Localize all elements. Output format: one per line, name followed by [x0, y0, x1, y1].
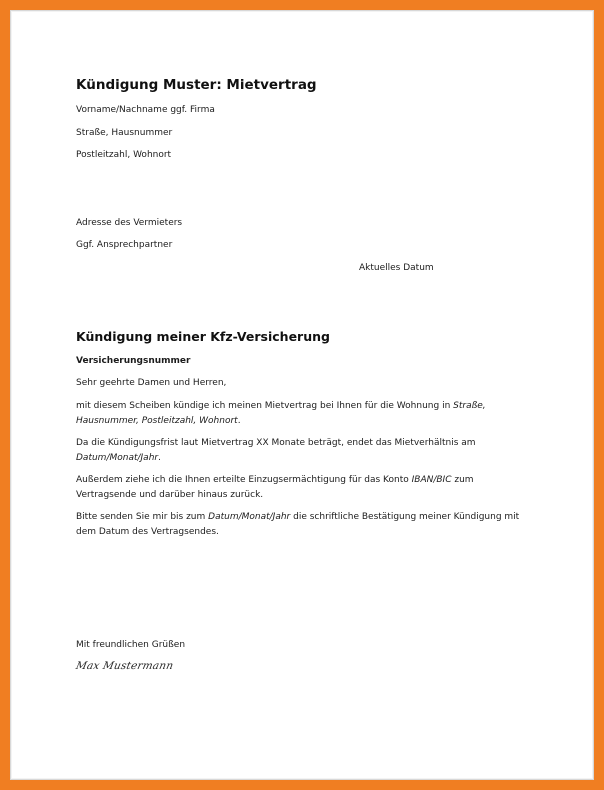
- closing: Mit freundlichen Grüßen: [76, 640, 186, 650]
- paragraph-confirmation-text: Bitte senden Sie mir bis zum: [76, 512, 209, 522]
- reference-label: Versicherungsnummer: [76, 356, 191, 366]
- letter-date: Aktuelles Datum: [359, 263, 434, 273]
- paragraph-confirmation-end: die schriftliche Bestätigung meiner Kündigung mit dem Datum des Vertragsendes.: [76, 512, 520, 537]
- paragraph-confirmation: [76, 510, 534, 540]
- paragraph-debit-account: IBAN/BIC: [411, 475, 452, 485]
- paragraph-termination-end: .: [237, 416, 241, 426]
- recipient-contact: Ggf. Ansprechpartner: [76, 240, 173, 250]
- paragraph-termination-address: Straße, Hausnummer, Postleitzahl, Wohnort: [76, 401, 486, 426]
- recipient-address: Adresse des Vermieters: [76, 218, 183, 228]
- document-title: Kündigung Muster: Mietvertrag: [76, 77, 317, 93]
- paragraph-notice-end: .: [158, 453, 161, 463]
- salutation: Sehr geehrte Damen und Herren,: [76, 378, 227, 388]
- paragraph-termination: [76, 399, 496, 429]
- sender-city: Postleitzahl, Wohnort: [76, 150, 172, 160]
- paragraph-termination-text: mit diesem Scheiben kündige ich meinen Mietvertrag bei Ihnen für die Wohnung in: [76, 401, 454, 411]
- paragraph-notice-date: Datum/Monat/Jahr: [76, 453, 159, 463]
- paragraph-debit-end: zum Vertragsende und darüber hinaus zurück.: [76, 475, 474, 500]
- paragraph-direct-debit: [76, 473, 496, 503]
- sender-street: Straße, Hausnummer: [76, 128, 173, 138]
- letter-subject: Kündigung meiner Kfz-Versicherung: [76, 329, 330, 344]
- paragraph-confirmation-date: Datum/Monat/Jahr: [208, 512, 291, 522]
- sender-name: Vorname/Nachname ggf. Firma: [76, 105, 215, 115]
- signature: Max Mustermann: [74, 660, 175, 672]
- paragraph-notice-text: Da die Kündigungsfrist laut Mietvertrag XX Monate beträgt, endet das Mietverhältnis am: [76, 438, 476, 448]
- paragraph-debit-text: Außerdem ziehe ich die Ihnen erteilte Einzugsermächtigung für das Konto: [76, 475, 412, 485]
- paragraph-notice-period: [76, 436, 516, 466]
